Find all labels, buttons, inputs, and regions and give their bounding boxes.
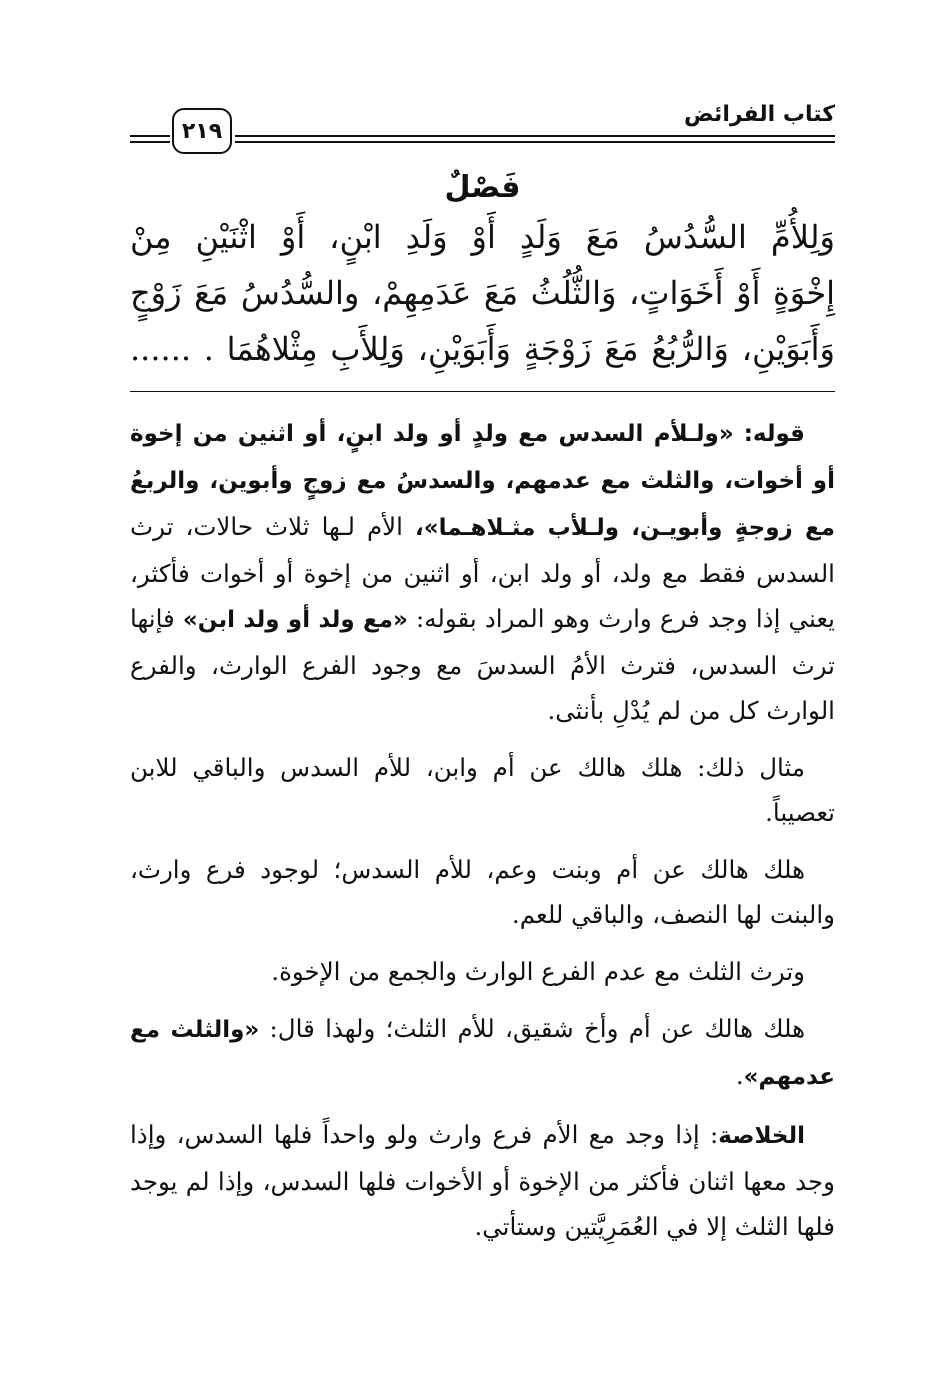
bold-quote: «والثلث مع عدمهم» [130,1017,835,1090]
commentary-paragraph: مثال ذلك: هلك هالك عن أم وابن، للأم السدس والباقي للابن تعصيباً. [130,753,835,827]
matn-divider [130,391,835,392]
bold-term: قوله: [743,421,805,447]
page-header [130,90,835,160]
paragraph-text: هلك هالك عن أم وأخ شقيق، للأم الثلث؛ ولهذا قال: [259,1014,805,1043]
bold-quote: «مع ولد أو ولد ابن» [182,607,408,633]
running-title: كتاب الفرائض [684,102,835,127]
commentary-paragraph [130,1112,835,1249]
matn-line: وَلِلأُمِّ السُّدُسُ مَعَ وَلَدٍ أَوْ وَلَدِ ابْنٍ، أَوْ اثْنَيْنِ مِنْ [130,218,835,256]
header-rule [130,135,835,143]
commentary-paragraph [130,1006,835,1100]
page-number: ٢١٩ [172,108,232,154]
header-rule-left [130,135,170,143]
paragraph-text: : إذا وجد مع الأم فرع وارث ولو واحداً فلها السدس، وإذا وجد معها اثنان فأكثر من الإخوة أو الأخوات فلها السدس، وإذا لم يوجد فلها الثلث إلا في العُمَرِيَّتين وستأتي. [130,1120,835,1241]
commentary-paragraph: هلك هالك عن أم وبنت وعم، للأم السدس؛ لوجود فرع وارث، والبنت لها النصف، والباقي للعم. [130,855,835,929]
matn-line: إِخْوَةٍ أَوْ أَخَوَاتٍ، وَالثُّلُثُ مَعَ عَدَمِهِمْ، والسُّدُسُ مَعَ زَوْجٍ [130,274,835,312]
paragraph-text: . [735,1061,744,1090]
commentary-paragraph [130,410,835,733]
bold-quote: «ولـلأم السدس مع ولدٍ أو ولد ابنٍ، أو اثنين من إخوة أو أخوات، والثلث مع عدمهم، والسدسُ مع زوجٍ وأبوين، والربعُ مع زوجةٍ وأبويـن، ولـلأب مثـلاهـما»، [130,421,835,541]
section-title: فَصْلٌ [444,170,521,205]
bold-term: الخلاصة [718,1123,805,1149]
matn-text [130,209,835,377]
book-page [130,90,835,1261]
paragraph-text: الأم لـها ثلاث حالات، ترث السدس فقط مع ولد، أو ولد ابن، أو اثنين من إخوة أو أخوات فأكثر، يعني إذا وجد فرع وارث وهو المراد بقوله: [130,512,835,633]
header-rule-right [235,135,835,143]
paragraph-text: فإنها ترث السدس، فترث الأمُ السدسَ مع وجود الفرع الوارث، والفرع الوارث كل من لم يُدْلِ بأنثى. [130,604,835,725]
matn-line: وَأَبَوَيْنِ، وَالرُّبُعُ مَعَ زَوْجَةٍ وَأَبَوَيْنِ، وَلِلأَبِ مِثْلاهُمَا . ...... [130,330,835,368]
commentary-paragraph: وترث الثلث مع عدم الفرع الوارث والجمع من الإخوة. [271,957,805,986]
